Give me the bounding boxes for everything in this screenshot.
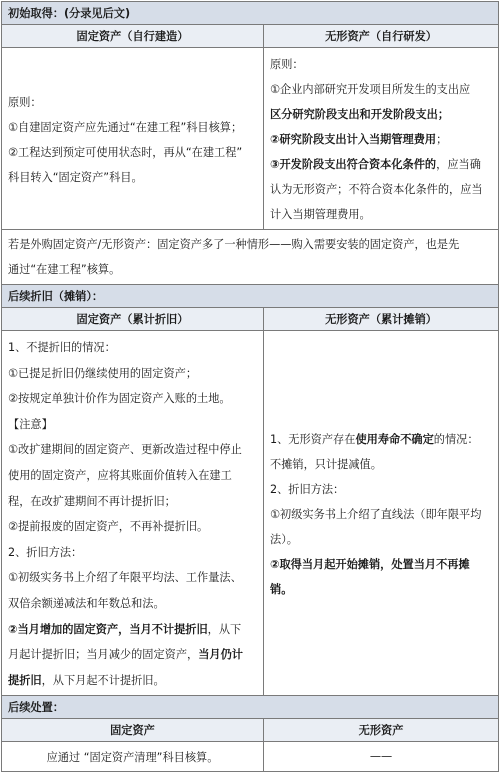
disposal-intangible-cell: ——	[264, 742, 499, 772]
bold-text: 使用寿命不确定	[355, 432, 434, 446]
text-line: ①初级实务书上介绍了直线法（即年限平均	[270, 507, 482, 521]
text-span: 的情况：	[433, 432, 479, 446]
text-line: ①改扩建期间的固定资产、更新改造过程中停止	[8, 443, 242, 457]
text-line: 若是外购固定资产/无形资产：固定资产多了一种情形——购入需要安装的固定资产，也是先	[8, 238, 460, 251]
text-line: ①已提足折旧仍继续使用的固定资产；	[8, 366, 198, 380]
disposal-fixed-assets-cell: 应通过 “固定资产清理”科目核算。	[2, 742, 264, 772]
text-line: ②按规定单独计价作为固定资产入账的土地。	[8, 392, 231, 406]
bold-text: 当月仍计	[198, 648, 243, 662]
text-line: 科目转入“固定资产”科目。	[8, 170, 143, 184]
text-line: 使用的固定资产，应将其账面价值转入在建工	[8, 468, 232, 482]
text-line: 计入当期管理费用。	[270, 208, 371, 221]
text-line	[8, 617, 258, 643]
bold-text: ③开发阶段支出	[270, 158, 347, 171]
amortization-intangible-cell	[264, 331, 499, 696]
text-line: ①企业内部研究开发项目所发生的支出应	[270, 83, 471, 96]
text-line: 程，在改扩建期间不再计提折旧；	[8, 494, 176, 508]
bold-text: 当期管理费用	[368, 133, 437, 146]
text-line	[270, 127, 493, 152]
bold-text: ②研究阶段支出计入	[270, 133, 369, 146]
text-line: ①自建固定资产应先通过“在建工程”科目核算；	[8, 120, 243, 134]
bold-text: ②当月增加的固定资产，当月不计提折旧	[8, 622, 208, 636]
column-header-intangible-self-developed: 无形资产（自行研发）	[264, 25, 499, 48]
column-header-accumulated-amortization: 无形资产（累计摊销）	[264, 308, 499, 331]
initial-intangible-cell	[264, 48, 499, 230]
depreciation-fixed-assets-cell	[2, 331, 264, 696]
text-line	[8, 668, 258, 694]
text-line	[8, 642, 258, 668]
section-title-disposal: 后续处置：	[2, 696, 499, 719]
text-span: 1、无形资产存在	[270, 432, 356, 446]
column-header-fixed-assets-self-built: 固定资产（自行建造）	[2, 25, 264, 48]
text-line	[270, 577, 493, 602]
text-line: 双倍余额递减法和年数总和法。	[8, 596, 165, 610]
text-line: 1、不提折旧的情况：	[8, 341, 116, 354]
column-header-intangible-assets: 无形资产	[264, 719, 499, 742]
text-line	[270, 152, 493, 177]
purchase-note-cell	[2, 230, 499, 285]
column-header-fixed-assets: 固定资产	[2, 719, 264, 742]
text-line: 2、折旧方法：	[270, 482, 345, 496]
text-line: 2、折旧方法：	[8, 545, 83, 559]
text-line	[270, 102, 493, 127]
section-title-initial: 初始取得：(分录见后文)	[2, 2, 499, 25]
bold-text: 提折旧	[8, 673, 42, 687]
text-span: ，从下月起不计提折旧。	[41, 673, 165, 687]
bold-text: 区分研究阶段支出和开发阶段支出；	[270, 108, 450, 121]
text-span: ，从下	[207, 622, 242, 636]
text-line: 不摊销，只计提减值。	[270, 457, 382, 471]
text-line: 法）。	[270, 532, 298, 546]
text-line: 通过“在建工程”核算。	[8, 263, 121, 276]
bold-text: ②取得当月起开始摊销，处置当月不再摊	[270, 557, 470, 571]
text-line	[270, 427, 493, 452]
text-span: 月起计提折旧；当月减少的固定资产，	[8, 648, 199, 662]
bold-text: 符合资本化条件的	[346, 158, 437, 171]
section-title-depreciation: 后续折旧（摊销）：	[2, 285, 499, 308]
text-span: ，应当确	[436, 158, 481, 171]
text-line: 原则：	[270, 58, 304, 71]
text-line: ②提前报废的固定资产，不再补提折旧。	[8, 520, 209, 534]
text-line: ①初级实务书上介绍了年限平均法、工作量法、	[8, 571, 242, 585]
text-line: 【注意】	[8, 417, 53, 431]
document	[1, 1, 498, 771]
comparison-table	[1, 1, 499, 772]
text-span: ；	[436, 133, 448, 146]
text-line: 原则：	[8, 95, 42, 109]
bold-text: 销。	[270, 582, 293, 596]
text-line	[270, 552, 493, 577]
initial-fixed-assets-cell	[2, 48, 264, 230]
text-line: 认为无形资产；不符合资本化条件的，应当	[270, 183, 483, 196]
column-header-accumulated-depreciation: 固定资产（累计折旧）	[2, 308, 264, 331]
text-line: ②工程达到预定可使用状态时，再从“在建工程”	[8, 145, 243, 159]
